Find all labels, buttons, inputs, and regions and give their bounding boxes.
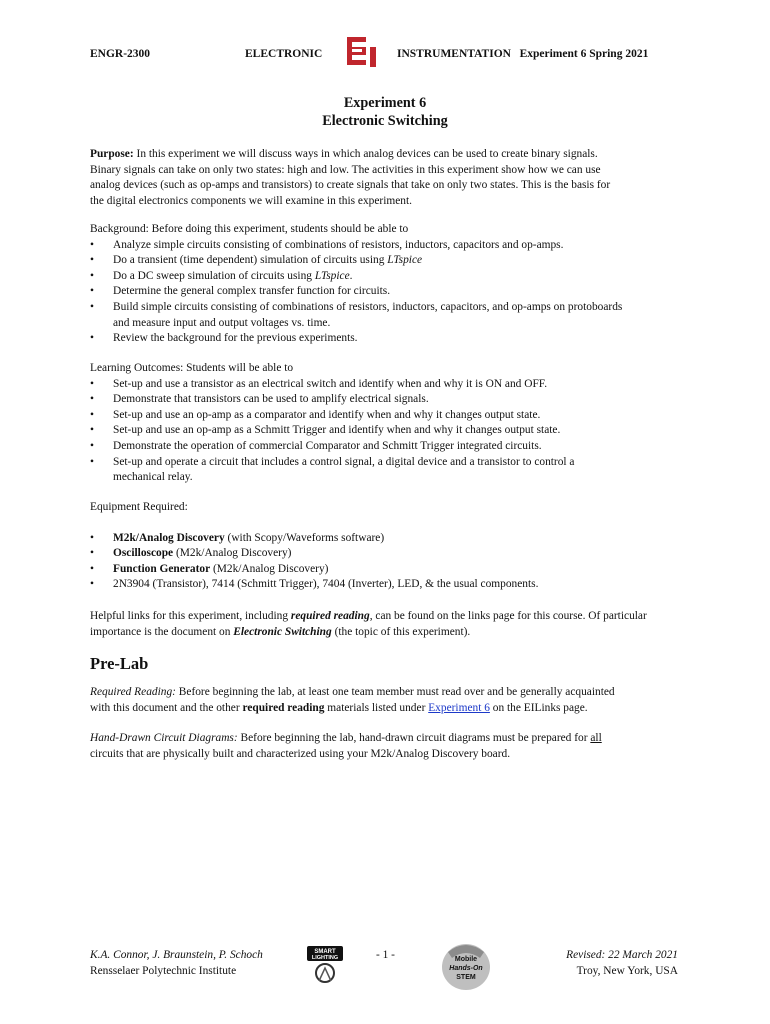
equipment-2-name: Oscilloscope xyxy=(113,547,174,560)
list-item xyxy=(90,377,690,393)
hand-drawn-paragraph xyxy=(90,731,690,762)
footer-right xyxy=(566,948,678,979)
background-item-2: Do a transient (time dependent) simulation of circuits using xyxy=(113,254,388,267)
outcome-1: Set-up and use a transistor as an electrical switch and identify when and why it is ON and OFF. xyxy=(113,377,548,390)
equipment-4: 2N3904 (Transistor), 7414 (Schmitt Trigger), 7404 (Inverter), LED, & the usual components. xyxy=(113,578,539,591)
list-item xyxy=(90,531,690,547)
helpful-text-3: importance is the document on xyxy=(90,625,234,638)
title-line-2: Electronic Switching xyxy=(322,113,448,129)
page-number: - 1 - xyxy=(376,949,395,961)
page-title xyxy=(0,94,770,130)
list-item xyxy=(90,392,690,408)
list-item xyxy=(90,455,690,486)
background-section xyxy=(90,222,690,347)
equipment-1-detail: (with Scopy/Waveforms software) xyxy=(224,531,385,544)
background-item-3: Do a DC sweep simulation of circuits using xyxy=(113,269,315,282)
required-reading-text-4: on the EILinks page. xyxy=(489,701,588,714)
list-item xyxy=(90,562,690,578)
footer-location: Troy, New York, USA xyxy=(576,964,678,977)
footer-institute: Rensselaer Polytechnic Institute xyxy=(90,964,237,977)
footer-left xyxy=(90,948,263,979)
background-item-6: Review the background for the previous experiments. xyxy=(113,332,358,345)
required-reading-text-2: with this document and the other xyxy=(90,701,243,714)
list-item xyxy=(90,253,690,269)
background-list xyxy=(90,238,690,347)
list-item xyxy=(90,300,690,331)
period: . xyxy=(349,269,353,282)
purpose-label: Purpose: xyxy=(90,148,134,160)
list-item xyxy=(90,577,690,593)
footer-authors: K.A. Connor, J. Braunstein, P. Schoch xyxy=(90,949,263,961)
prelab-heading: Pre-Lab xyxy=(90,654,149,673)
ltspice-italic: LTspice xyxy=(314,269,350,282)
hand-drawn-text-1: Before beginning the lab, hand-drawn circuit diagrams must be prepared for xyxy=(237,732,591,744)
outcome-5: Demonstrate the operation of commercial Comparator and Schmitt Trigger integrated circuits. xyxy=(113,439,542,452)
equipment-section xyxy=(90,500,690,593)
background-item-5a: • Build simple circuits consisting of combinations of resistors, inductors, capacitors, and op-amps on protoboards xyxy=(113,300,623,313)
smart-lighting-logo xyxy=(305,944,345,988)
helpful-text-4: (the topic of this experiment). xyxy=(331,625,471,638)
course-code: ENGR-2300 xyxy=(90,48,151,60)
hand-drawn-text-2: circuits that are physically built and characterized using your M2k/Analog Discovery board. xyxy=(90,747,511,760)
list-item xyxy=(90,408,690,424)
purpose-line-2: Binary signals can take on only two states: high and low. The activities in this experiment show how we can use xyxy=(90,163,601,176)
mobile-hands-on-stem-logo xyxy=(440,942,492,992)
purpose-line-4: the digital electronics components we will examine in this experiment. xyxy=(90,194,413,207)
svg-text:LIGHTING: LIGHTING xyxy=(311,955,339,961)
equipment-3-detail: (M2k/Analog Discovery) xyxy=(210,562,329,575)
background-item-1: Analyze simple circuits consisting of combinations of resistors, inductors, capacitors and op-amps. xyxy=(113,238,564,251)
header-electronic: ELECTRONIC xyxy=(245,48,323,60)
list-item xyxy=(90,423,690,439)
list-item xyxy=(90,284,690,300)
list-item xyxy=(90,439,690,455)
background-item-4: Determine the general complex transfer function for circuits. xyxy=(113,285,391,298)
list-item xyxy=(90,238,690,254)
outcome-6b: mechanical relay. xyxy=(113,471,193,484)
svg-text:Mobile: Mobile xyxy=(454,956,478,963)
equipment-intro: Equipment Required: xyxy=(90,501,188,513)
required-reading-emphasis: required reading xyxy=(290,610,370,622)
outcome-4: Set-up and use an op-amp as a Schmitt Trigger and identify when and why it changes output state. xyxy=(113,424,561,437)
helpful-text-1: Helpful links for this experiment, including xyxy=(90,610,291,622)
electronic-switching-emphasis: Electronic Switching xyxy=(233,625,332,638)
outcomes-list xyxy=(90,377,690,486)
helpful-text-2: , can be found on the links page for this course. Of particular xyxy=(369,610,647,622)
purpose-line-3: analog devices (such as op-amps and transistors) to create signals that take on only two states. This is the basis for xyxy=(90,179,611,192)
required-reading-label: Required Reading: xyxy=(90,686,176,698)
outcomes-intro: Learning Outcomes: Students will be able to xyxy=(90,362,294,374)
purpose-paragraph xyxy=(90,147,690,209)
experiment-6-link[interactable]: Experiment 6 xyxy=(428,701,490,714)
ltspice-italic: LTspice xyxy=(387,254,423,267)
footer-revised: Revised: 22 March 2021 xyxy=(566,949,678,961)
title-line-1: Experiment 6 xyxy=(343,95,427,111)
outcome-2: Demonstrate that transistors can be used to amplify electrical signals. xyxy=(113,393,429,406)
required-reading-paragraph xyxy=(90,685,690,716)
hand-drawn-label: Hand-Drawn Circuit Diagrams: xyxy=(90,732,238,744)
required-reading-text-1: Before beginning the lab, at least one team member must read over and be generally acquainted xyxy=(175,686,615,698)
equipment-3-name: Function Generator xyxy=(113,562,211,575)
required-reading-text-3: materials listed under xyxy=(324,701,429,714)
svg-text:Hands-On: Hands-On xyxy=(449,965,483,972)
list-item xyxy=(90,546,690,562)
page-header xyxy=(90,44,678,74)
background-item-5b: and measure input and output voltages vs. time. xyxy=(113,316,331,329)
required-reading-bold: required reading xyxy=(242,701,325,714)
ei-logo xyxy=(346,35,382,71)
background-intro: Background: Before doing this experiment, students should be able to xyxy=(90,223,409,235)
svg-text:SMART: SMART xyxy=(314,949,336,955)
all-underlined: all xyxy=(590,732,602,744)
header-instrumentation: INSTRUMENTATION Experiment 6 Spring 2021 xyxy=(397,48,649,60)
svg-text:STEM: STEM xyxy=(456,974,476,981)
outcome-3: Set-up and use an op-amp as a comparator and identify when and why it changes output state. xyxy=(113,408,541,421)
purpose-line-1: In this experiment we will discuss ways in which analog devices can be used to create binary signals. xyxy=(133,148,598,160)
equipment-2-detail: (M2k/Analog Discovery) xyxy=(173,547,292,560)
equipment-list xyxy=(90,531,690,593)
outcomes-section xyxy=(90,361,690,486)
list-item xyxy=(90,269,690,285)
outcome-6a: • Set-up and operate a circuit that includes a control signal, a digital device and a transistor to control a xyxy=(113,455,575,468)
equipment-1-name: M2k/Analog Discovery xyxy=(113,531,225,544)
list-item xyxy=(90,331,690,347)
helpful-links-paragraph xyxy=(90,609,690,640)
